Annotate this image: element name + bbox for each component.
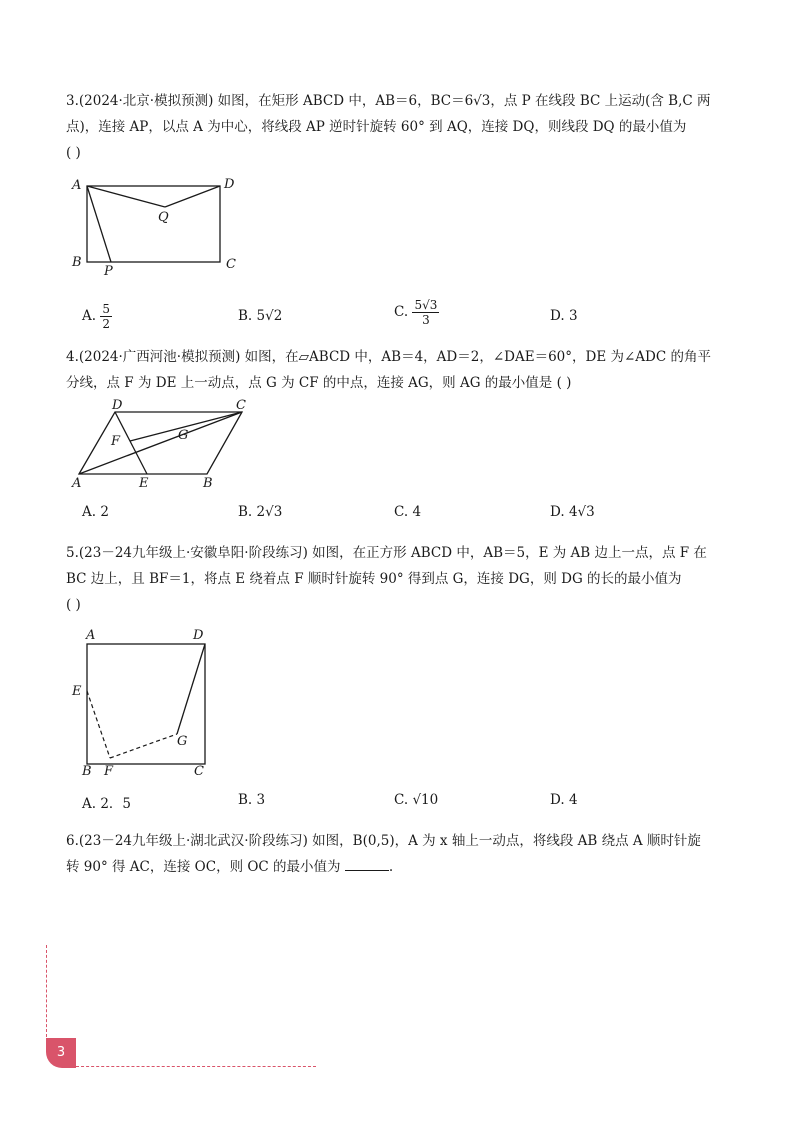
option-a[interactable]: A. $\frac{5}{2}$ [82,302,110,331]
question-5-options [82,792,682,816]
label-c: C [226,257,236,272]
question-text: 如图，在▱ABCD 中，AB＝4，AD＝2，∠DAE＝60°，DE 为∠ADC 的角平 [244,349,711,365]
label-p: P [104,264,113,279]
question-4-line-2 [66,370,746,396]
question-5 [66,540,746,618]
option-a[interactable]: A. 2．5 [82,796,132,812]
option-b[interactable]: B. 2√3 [238,504,283,520]
fraction: $\frac{5}{2}$ [102,302,110,331]
label-a: A [72,178,82,193]
label-b: B [82,764,92,779]
segment-ef [87,691,110,758]
question-text: 分线，点 F 为 DE 上一动点，点 G 为 CF 的中点，连接 AG，则 AG 的最小值是 ( ) [66,375,572,391]
label-b: B [72,255,82,270]
segment-fg [110,734,177,758]
option-d[interactable]: D. 4 [550,792,578,808]
question-6 [66,828,746,880]
label-c: C [236,398,246,413]
question-6-line-2: 转 90° 得 AC，连接 OC，则 OC 的最小值为 . [66,854,746,880]
dashed-footer-line [76,1066,316,1067]
figure-rectangle-abcd [66,172,256,282]
question-5-bracket [66,592,746,618]
option-a[interactable]: A. 2 [82,504,109,520]
label-g: G [177,734,188,749]
option-d[interactable]: D. 4√3 [550,504,595,520]
question-5-line-1: 5.(23－24九年级上·安徽阜阳·阶段练习) 如图，在正方形 ABCD 中，AB＝5，E 为 AB 边上一点，点 F 在 [66,545,707,561]
question-text: 点)，连接 AP，以点 A 为中心，将线段 AP 逆时针旋转 60° 到 AQ，连接 DQ，则线段 DQ 的最小值为 [66,119,687,135]
figure-parallelogram-abcd [66,398,276,490]
question-3-options [82,298,682,330]
question-number: 6 [66,833,75,849]
question-number: 3 [66,93,75,109]
label-d: D [193,628,204,643]
question-5-line-2 [66,566,746,592]
label-f: F [104,764,114,779]
question-4-options [82,504,682,528]
segment-ap [87,186,111,262]
question-source: (23－24九年级上·湖北武汉·阶段练习) [78,833,308,849]
question-source: (23－24九年级上·安徽阜阳·阶段练习) [78,545,308,561]
segment-ag [79,412,242,474]
question-text: 如图，在矩形 ABCD 中，AB＝6，BC＝6√3，点 P 在线段 BC 上运动(含 B,C 两 [217,93,711,109]
question-3-line-2 [66,114,746,140]
answer-bracket: ( ) [66,597,81,613]
question-4 [66,344,746,396]
label-q: Q [158,210,169,225]
label-a: A [72,476,82,490]
question-3-line-1: 3.(2024·北京·模拟预测) 如图，在矩形 ABCD 中，AB＝6，BC＝6√3，点 P 在线段 BC 上运动(含 B,C 两 [66,93,711,109]
question-text: 转 90° 得 AC，连接 OC，则 OC 的最小值为 [66,859,341,875]
segment-aq [87,186,165,207]
label-a: A [86,628,96,643]
option-b[interactable]: B. 5√2 [238,308,283,324]
question-source: (2024·北京·模拟预测) [78,93,214,109]
label-c: C [194,764,204,779]
option-b[interactable]: B. 3 [238,792,266,808]
question-3-bracket [66,140,746,166]
fraction: $\frac{5√3}{3}$ [414,298,438,327]
question-text: BC 边上，且 BF＝1，将点 E 绕着点 F 顺时针旋转 90° 得到点 G，连接 DG，则 DG 的长的最小值为 [66,571,682,587]
label-e: E [139,476,149,490]
question-3 [66,88,746,166]
question-number: 4 [66,349,75,365]
option-d[interactable]: D. 3 [550,308,578,324]
label-b: B [203,476,213,490]
question-source: (2024·广西河池·模拟预测) [78,349,241,365]
question-text: 如图，在正方形 ABCD 中，AB＝5，E 为 AB 边上一点，点 F 在 [312,545,707,561]
answer-blank[interactable] [345,856,389,871]
label-e: E [72,684,82,699]
question-text: 如图，B(0,5)，A 为 x 轴上一动点，将线段 AB 绕点 A 顺时针旋 [312,833,701,849]
label-d: D [224,177,235,192]
answer-bracket: ( ) [66,145,81,161]
question-4-line-1: 4.(2024·广西河池·模拟预测) 如图，在▱ABCD 中，AB＝4，AD＝2，∠DAE＝60°，DE 为∠ADC 的角平 [66,349,711,365]
option-c[interactable]: C. $\frac{5√3}{3}$ [394,298,438,327]
figure-square-abcd [66,624,226,780]
dashed-margin-line [46,945,47,1037]
label-f: F [111,434,121,449]
question-number: 5 [66,545,75,561]
option-c[interactable]: C. √10 [394,792,439,808]
page-number-badge: 3 [46,1038,76,1068]
label-g: G [178,428,189,443]
label-d: D [112,398,123,413]
question-6-line-1: 6.(23－24九年级上·湖北武汉·阶段练习) 如图，B(0,5)，A 为 x 轴上一动点，将线段 AB 绕点 A 顺时针旋 [66,833,701,849]
segment-dq [165,186,220,207]
segment-dg [177,644,205,734]
option-c[interactable]: C. 4 [394,504,422,520]
